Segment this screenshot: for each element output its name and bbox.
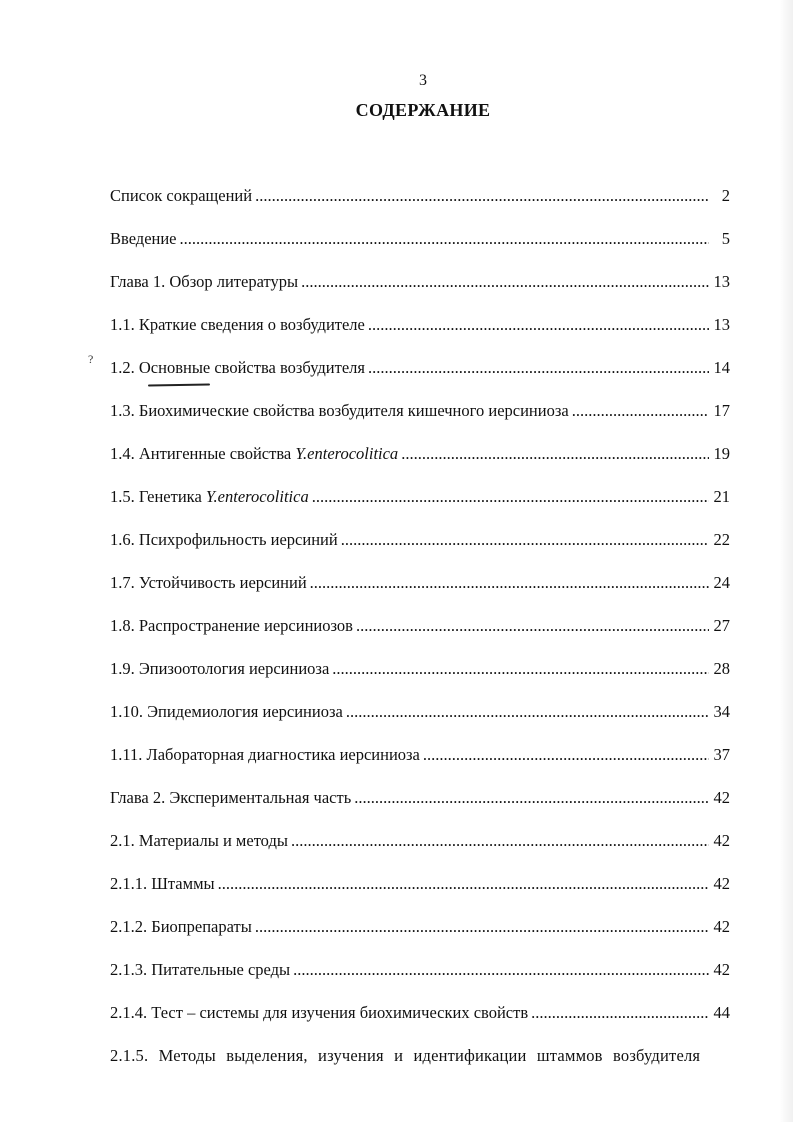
table-of-contents [110,186,730,1089]
toc-leader-dots [255,917,709,937]
toc-entry-chapter-2 [110,788,730,831]
toc-entry-page: 13 [713,272,730,291]
toc-entry-page: 14 [713,358,730,377]
toc-entry-label [110,487,309,507]
margin-pencil-mark: ? [88,352,94,366]
toc-leader-dots [368,358,709,378]
toc-entry-label-text: 1.5. Генетика [110,487,206,506]
toc-entry-label: 2.1. Материалы и методы [110,831,288,850]
toc-leader-dots [218,874,709,894]
toc-entry-page: 19 [713,444,730,463]
toc-leader-dots [572,401,709,421]
toc-leader-dots [255,186,709,206]
toc-leader-dots [356,616,709,636]
toc-entry-page: 17 [713,401,730,420]
toc-leader-dots [423,745,709,765]
toc-entry-2-1-5 [110,1046,730,1089]
toc-leader-dots [332,659,709,679]
toc-entry-label: 2.1.2. Биопрепараты [110,917,252,936]
toc-entry-label: Список сокращений [110,186,253,205]
toc-entry-label: 1.8. Распространение иерсиниозов [110,616,353,635]
toc-leader-dots [531,1003,709,1023]
toc-leader-dots [293,960,709,980]
toc-entry-page: 22 [713,530,730,549]
toc-leader-dots [291,831,709,851]
toc-entry-page: 37 [713,745,730,764]
toc-entry-page: 13 [713,315,730,334]
toc-entry-1-8 [110,616,730,659]
toc-entry-1-7 [110,573,730,616]
toc-entry-label: 1.10. Эпидемиология иерсиниоза [110,702,343,721]
toc-entry-2-1-2 [110,917,730,960]
toc-entry-label-text: 1.4. Антигенные свойства [110,444,296,463]
scan-edge-shadow [779,0,793,1122]
page-number: 3 [419,72,427,89]
toc-entry-label: 2.1.5. Методы выделения, изучения и идентификации штаммов возбудителя [110,1046,701,1065]
toc-leader-dots [341,530,709,550]
toc-entry-label: 1.7. Устойчивость иерсиний [110,573,307,592]
toc-entry-2-1 [110,831,730,874]
toc-entry-1-6 [110,530,730,573]
toc-entry-2-1-3 [110,960,730,1003]
toc-entry-1-3 [110,401,730,444]
toc-leader-dots [368,315,709,335]
toc-leader-dots [310,573,709,593]
toc-entry-1-11 [110,745,730,788]
toc-entry-page: 5 [721,229,730,248]
toc-entry-species-name: Y.enterocolitica [205,487,309,506]
toc-entry-page: 42 [713,831,730,850]
toc-entry-label: 2.1.4. Тест – системы для изучения биохимических свойств [110,1003,529,1022]
toc-entry-label: 2.1.3. Питательные среды [110,960,291,979]
toc-leader-dots [354,788,709,808]
toc-leader-dots [401,444,709,464]
toc-entry-1-10 [110,702,730,745]
page-title: СОДЕРЖАНИЕ [355,100,491,120]
toc-leader-dots [346,702,709,722]
toc-leader-dots [301,272,709,292]
toc-entry-label: 1.2. Основные свойства возбудителя [110,358,365,377]
toc-entry-2-1-1 [110,874,730,917]
toc-entry-label: Глава 1. Обзор литературы [110,272,299,291]
toc-entry-page: 2 [721,186,730,205]
toc-entry-1-5 [110,487,730,530]
toc-entry-chapter-1 [110,272,730,315]
toc-entry-2-1-4 [110,1003,730,1046]
toc-entry-label: 2.1.1. Штаммы [110,874,215,893]
toc-entry-page: 42 [713,960,730,979]
toc-entry-label: 1.9. Эпизоотология иерсиниоза [110,659,330,678]
toc-entry-label: 1.11. Лабораторная диагностика иерсиниоза [110,745,420,764]
toc-entry-1-9 [110,659,730,702]
toc-entry-label: 1.6. Психрофильность иерсиний [110,530,338,549]
toc-entry-page: 44 [713,1003,730,1022]
toc-entry-label: Глава 2. Экспериментальная часть [110,788,352,807]
toc-entry-species-name: Y.enterocolitica [295,444,399,463]
toc-entry-page: 27 [713,616,730,635]
toc-entry-1-2 [110,358,730,401]
toc-entry-label: 1.1. Краткие сведения о возбудителе [110,315,365,334]
toc-entry-page: 34 [713,702,730,721]
toc-entry-abbreviations [110,186,730,229]
toc-entry-1-4 [110,444,730,487]
toc-entry-page: 21 [713,487,730,506]
toc-entry-page: 28 [713,659,730,678]
toc-entry-page: 42 [713,874,730,893]
toc-entry-page: 42 [713,788,730,807]
toc-entry-label: 1.3. Биохимические свойства возбудителя кишечного иерсиниоза [110,401,569,420]
toc-entry-1-1 [110,315,730,358]
toc-entry-page: 24 [713,573,730,592]
toc-entry-page: 42 [713,917,730,936]
toc-leader-dots [312,487,709,507]
toc-entry-label: Введение [110,229,177,248]
toc-entry-label [110,444,398,464]
toc-entry-introduction [110,229,730,272]
toc-leader-dots [180,229,709,249]
